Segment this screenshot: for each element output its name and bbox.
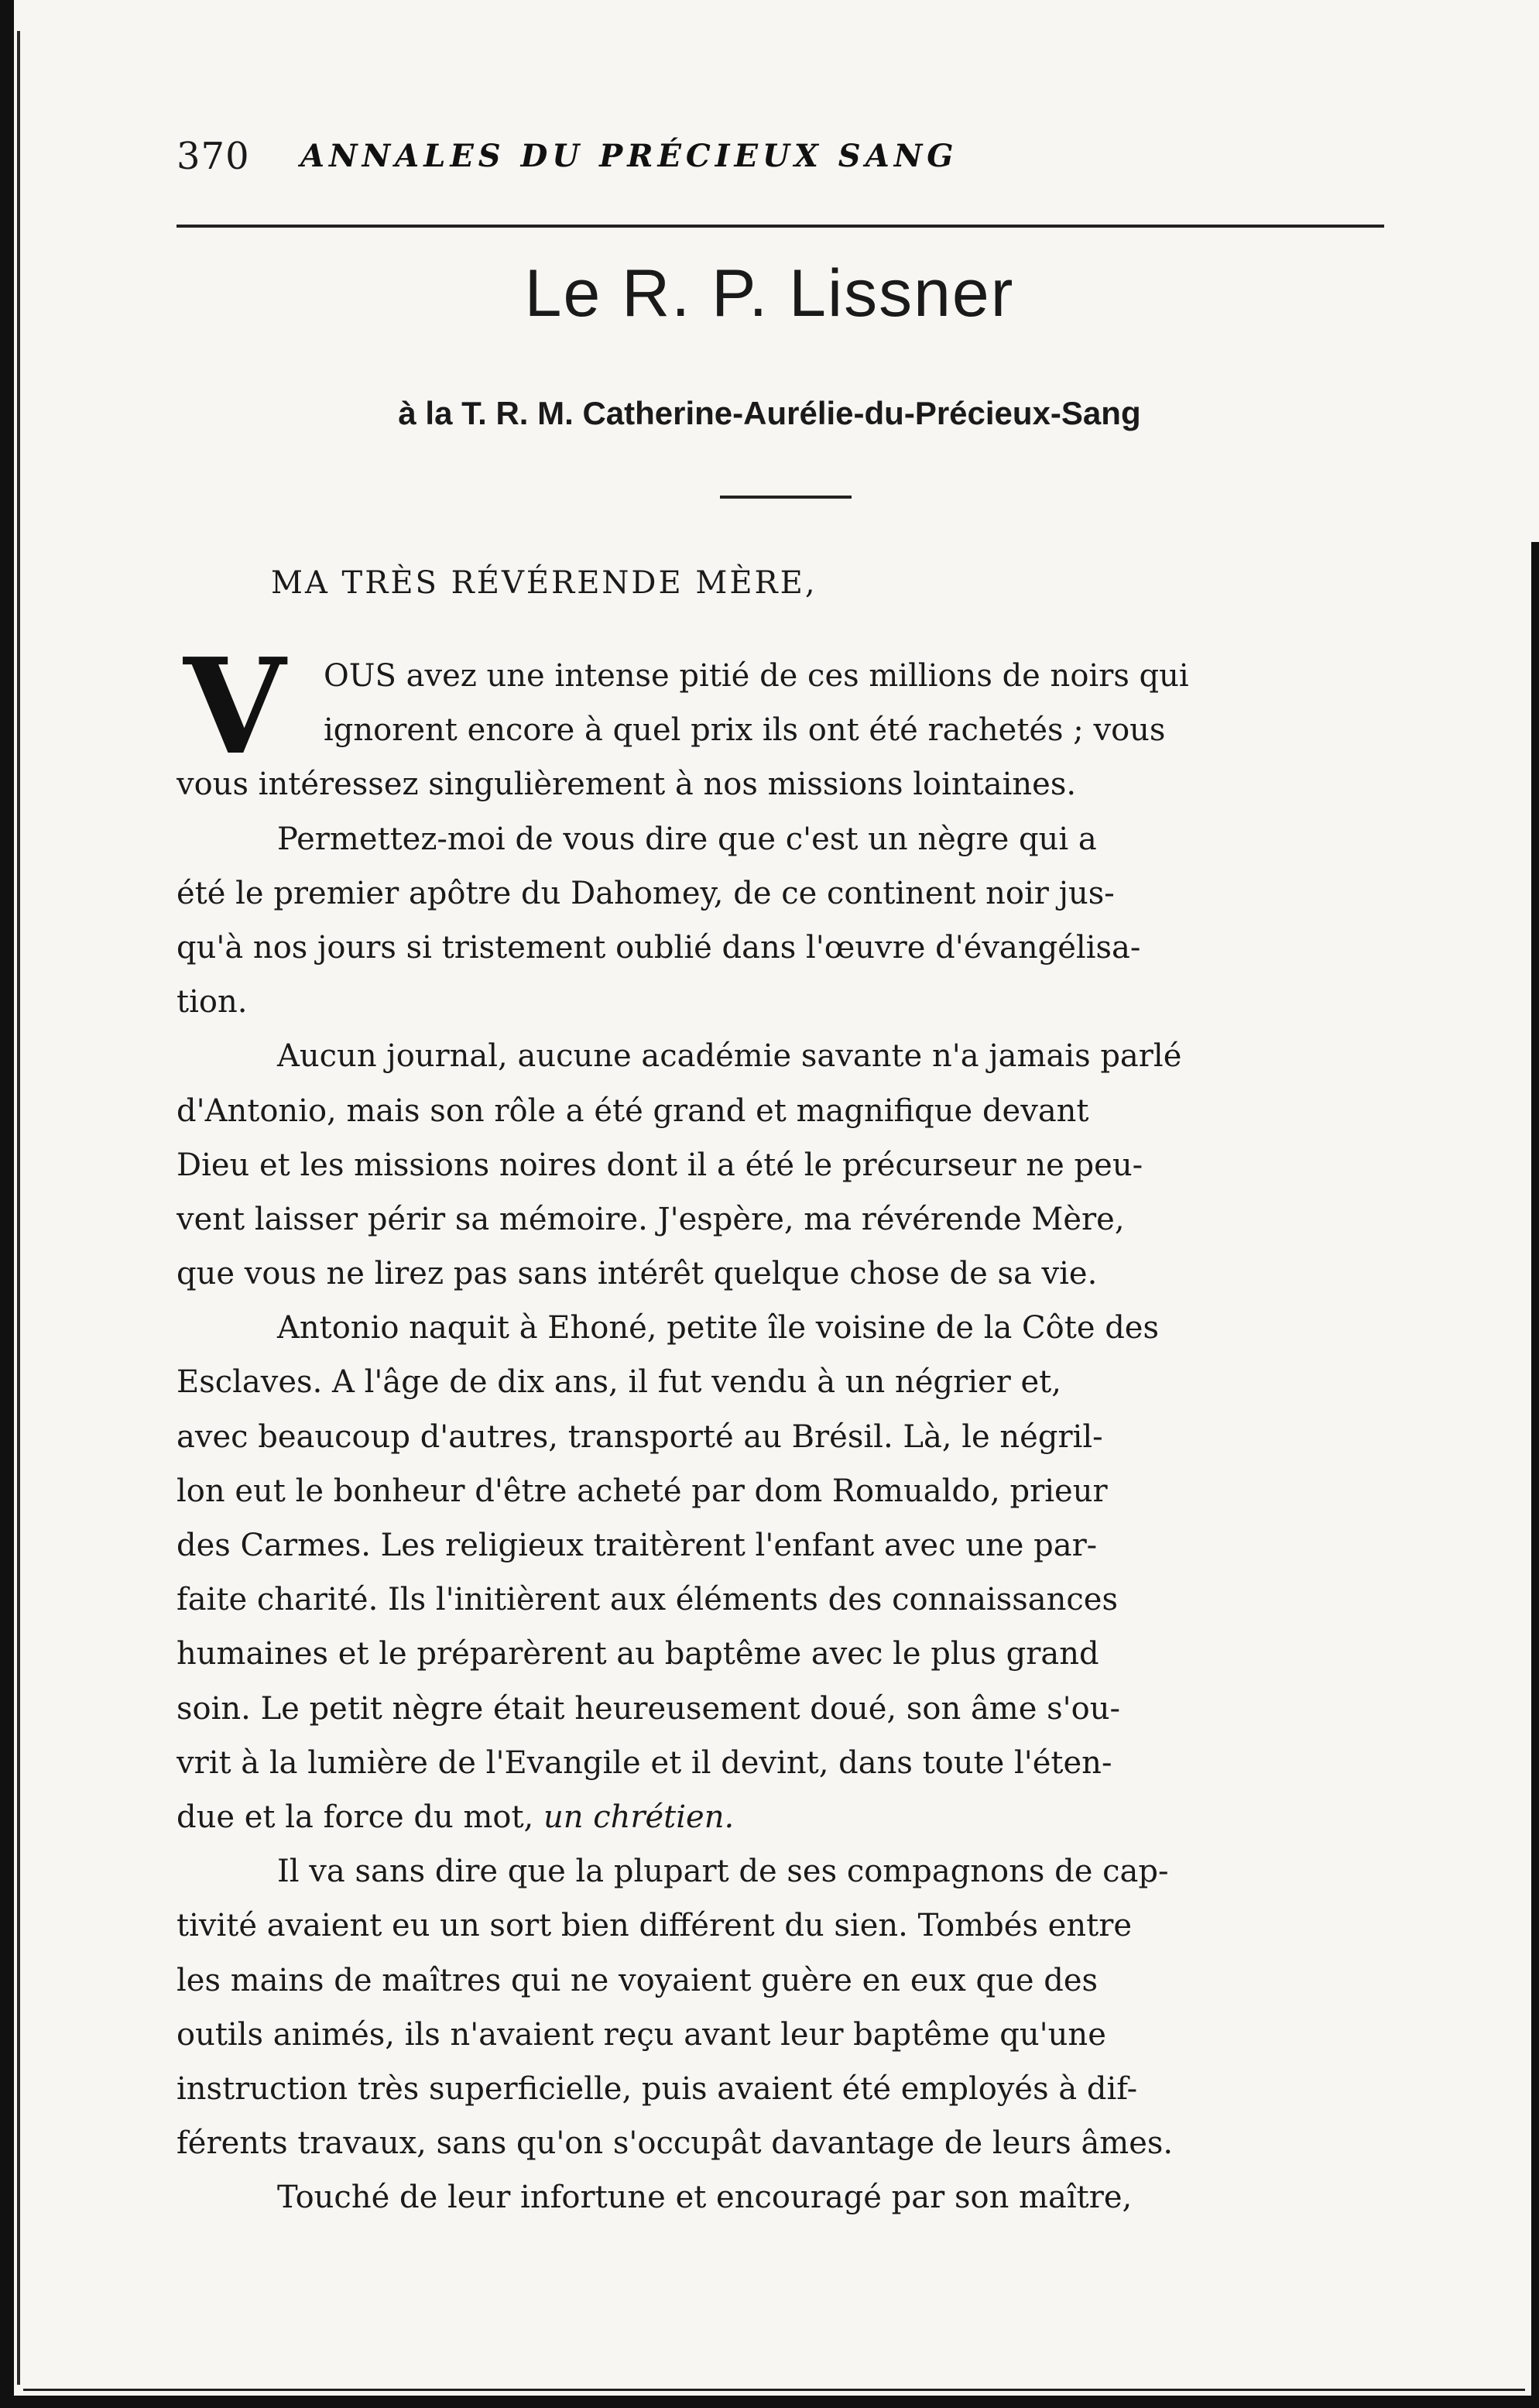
text-line: vent laisser périr sa mémoire. J'espère, ma révérende Mère, [177,1201,1125,1237]
text-line: Antonio naquit à Ehoné, petite île voisine de la Côte des [277,1310,1160,1346]
text-line: vous intéressez singulièrement à nos missions lointaines. [177,767,1077,803]
header-rule [177,225,1384,228]
text-line: Esclaves. A l'âge de dix ans, il fut vendu à un négrier et, [177,1364,1061,1401]
title-divider [720,496,852,499]
text-line: soin. Le petit nègre était heureusement doué, son âme s'ou- [177,1690,1120,1727]
text-line: Touché de leur infortune et encouragé par son maître, [277,2180,1133,2216]
page-header [177,132,1384,194]
text-line: faite charité. Ils l'initièrent aux éléments des connaissances [177,1582,1118,1618]
text-line: férents travaux, sans qu'on s'occupât davantage de leurs âmes. [177,2125,1174,2162]
text-line: outils animés, ils n'avaient reçu avant leur baptême qu'une [177,2016,1106,2053]
binding-line-left [17,31,20,2385]
text-line: avec beaucoup d'autres, transporté au Brésil. Là, le négril- [177,1418,1103,1455]
salutation: MA TRÈS RÉVÉRENDE MÈRE, [271,565,817,601]
text-line: des Carmes. Les religieux traitèrent l'enfant avec une par- [177,1528,1098,1563]
text-line: été le premier apôtre du Dahomey, de ce continent noir jus- [177,875,1115,911]
text-line: Il va sans dire que la plupart de ses compagnons de cap- [277,1854,1169,1890]
text-line: qu'à nos jours si tristement oublié dans l'œuvre d'évangélisa- [177,929,1141,966]
text-line: d'Antonio, mais son rôle a été grand et magnifique devant [177,1093,1089,1129]
text-line: les mains de maîtres qui ne voyaient guère en eux que des [177,1962,1099,1998]
text-line: Dieu et les missions noires dont il a été le précurseur ne peu- [177,1147,1143,1183]
article-title: Le R. P. Lissner [524,256,1015,331]
text-line: humaines et le préparèrent au baptême avec le plus grand [177,1636,1099,1672]
text-line: Permettez-moi de vous dire que c'est un nègre qui a [277,821,1097,857]
article-body [177,629,1384,2224]
binding-edge-left [0,0,14,2408]
text-line [177,1790,1384,1844]
text-line: tion. [177,984,248,1020]
text-line: instruction très superficielle, puis avaient été employés à dif- [177,2070,1138,2107]
article-subtitle: à la T. R. M. Catherine-Aurélie-du-Précieux-Sang [398,395,1141,431]
text-line: OUS avez une intense pitié de ces millions de noirs qui [324,658,1189,694]
text-line: tivité avaient eu un sort bien différent du sien. Tombés entre [177,1908,1132,1944]
binding-edge-right [1531,542,1539,2408]
text-line: ignorent encore à quel prix ils ont été rachetés ; vous [324,712,1166,749]
text-line: que vous ne lirez pas sans intérêt quelque chose de sa vie. [177,1256,1098,1292]
text-line: vrit à la lumière de l'Evangile et il devint, dans toute l'éten- [177,1744,1112,1781]
drop-cap-letter: V [183,629,286,784]
page-number: 370 [177,135,250,178]
running-head: ANNALES DU PRÉCIEUX SANG [300,138,958,174]
text-line-start: due et la force du mot, [177,1799,534,1835]
text-line: Aucun journal, aucune académie savante n'a jamais parlé [277,1038,1182,1075]
text-line: lon eut le bonheur d'être acheté par dom Romualdo, prieur [177,1473,1108,1509]
binding-edge-bottom [0,2396,1539,2408]
binding-line-bottom [23,2389,1525,2391]
emphasis-text: un chrétien. [543,1799,735,1835]
